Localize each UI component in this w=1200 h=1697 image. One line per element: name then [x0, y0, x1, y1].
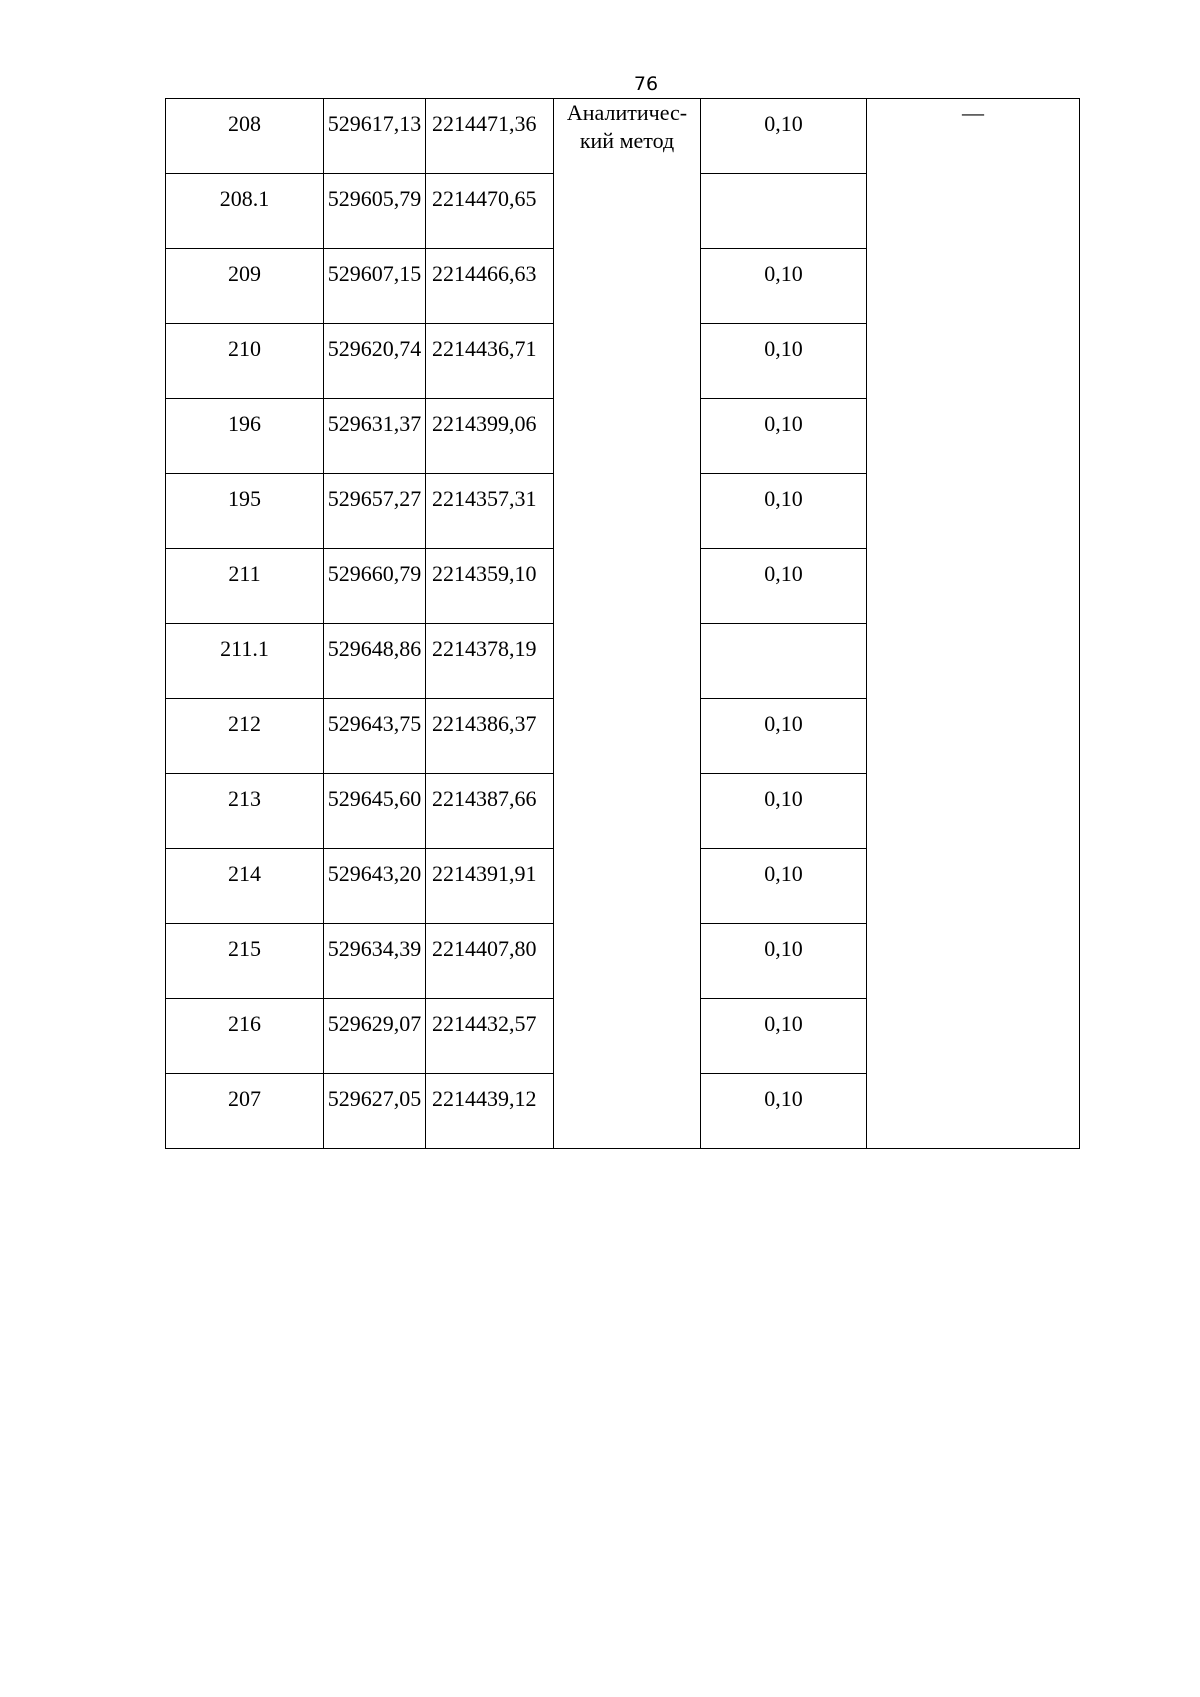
x-coordinate-cell: [324, 849, 426, 924]
point-number: 210: [228, 336, 261, 361]
point-number-cell: [166, 774, 324, 849]
x-coordinate: 529634,39: [327, 936, 422, 961]
y-coordinate: 2214386,37: [432, 711, 537, 736]
y-coordinate: 2214357,31: [432, 486, 537, 511]
point-number-cell: [166, 99, 324, 174]
point-number: 215: [228, 936, 261, 961]
accuracy-cell: [701, 99, 867, 174]
point-number-cell: [166, 849, 324, 924]
x-coordinate: 529631,37: [327, 411, 422, 436]
point-number-cell: [166, 549, 324, 624]
x-coordinate-cell: [324, 999, 426, 1074]
y-coordinate-cell: [426, 774, 554, 849]
accuracy-value: 0,10: [764, 261, 803, 286]
point-number-cell: [166, 324, 324, 399]
accuracy-cell: [701, 549, 867, 624]
x-coordinate: 529645,60: [327, 786, 422, 811]
x-coordinate: 529607,15: [327, 261, 422, 286]
accuracy-cell: [701, 999, 867, 1074]
y-coordinate: 2214471,36: [432, 111, 537, 136]
y-coordinate-cell: [426, 474, 554, 549]
point-number-cell: [166, 999, 324, 1074]
accuracy-value: 0,10: [764, 861, 803, 886]
accuracy-cell: [701, 624, 867, 699]
x-coordinate-cell: [324, 549, 426, 624]
point-number: 196: [228, 411, 261, 436]
x-coordinate: 529627,05: [327, 1086, 422, 1111]
y-coordinate-cell: [426, 174, 554, 249]
y-coordinate-cell: [426, 399, 554, 474]
x-coordinate: 529643,20: [327, 861, 422, 886]
x-coordinate: 529660,79: [327, 561, 422, 586]
y-coordinate-cell: [426, 99, 554, 174]
x-coordinate: 529620,74: [327, 336, 422, 361]
x-coordinate: 529605,79: [327, 186, 422, 211]
accuracy-value: 0,10: [764, 711, 803, 736]
accuracy-value: 0,10: [764, 411, 803, 436]
point-number: 212: [228, 711, 261, 736]
y-coordinate-cell: [426, 999, 554, 1074]
y-coordinate-cell: [426, 1074, 554, 1149]
y-coordinate: 2214378,19: [432, 636, 537, 661]
accuracy-value: 0,10: [764, 936, 803, 961]
x-coordinate-cell: [324, 324, 426, 399]
accuracy-cell: [701, 249, 867, 324]
x-coordinate: 529643,75: [327, 711, 422, 736]
accuracy-cell: [701, 474, 867, 549]
x-coordinate-cell: [324, 774, 426, 849]
point-number: 214: [228, 861, 261, 886]
point-number: 209: [228, 261, 261, 286]
y-coordinate: 2214407,80: [432, 936, 537, 961]
point-number-cell: [166, 474, 324, 549]
point-number: 208: [228, 111, 261, 136]
y-coordinate-cell: [426, 924, 554, 999]
y-coordinate: 2214436,71: [432, 336, 537, 361]
x-coordinate-cell: [324, 699, 426, 774]
table-row: [166, 99, 1080, 174]
accuracy-cell: [701, 399, 867, 474]
point-number: 216: [228, 1011, 261, 1036]
x-coordinate-cell: [324, 249, 426, 324]
accuracy-cell: [701, 849, 867, 924]
x-coordinate-cell: [324, 99, 426, 174]
accuracy-cell: [701, 774, 867, 849]
x-coordinate-cell: [324, 924, 426, 999]
point-number-cell: [166, 174, 324, 249]
note-dash: —: [962, 100, 984, 125]
accuracy-value: 0,10: [764, 111, 803, 136]
y-coordinate-cell: [426, 549, 554, 624]
point-number: 211: [228, 561, 261, 586]
accuracy-value: 0,10: [764, 561, 803, 586]
x-coordinate: 529629,07: [327, 1011, 422, 1036]
point-number-cell: [166, 1074, 324, 1149]
x-coordinate: 529657,27: [327, 486, 422, 511]
page-number: 76: [633, 73, 659, 95]
accuracy-value: 0,10: [764, 486, 803, 511]
accuracy-value: 0,10: [764, 336, 803, 361]
accuracy-cell: [701, 1074, 867, 1149]
x-coordinate-cell: [324, 174, 426, 249]
x-coordinate: 529648,86: [327, 636, 422, 661]
y-coordinate: 2214391,91: [432, 861, 537, 886]
y-coordinate: 2214387,66: [432, 786, 537, 811]
y-coordinate: 2214439,12: [432, 1086, 537, 1111]
point-number: 207: [228, 1086, 261, 1111]
method-text: Аналитичес-кий метод: [566, 100, 688, 153]
accuracy-value: 0,10: [764, 1011, 803, 1036]
y-coordinate: 2214432,57: [432, 1011, 537, 1036]
accuracy-value: [701, 624, 866, 635]
accuracy-cell: [701, 324, 867, 399]
accuracy-value: [701, 174, 866, 185]
point-number-cell: [166, 249, 324, 324]
point-number-cell: [166, 924, 324, 999]
point-number: 195: [228, 486, 261, 511]
note-cell: [867, 99, 1080, 1149]
y-coordinate-cell: [426, 324, 554, 399]
y-coordinate: 2214466,63: [432, 261, 537, 286]
y-coordinate-cell: [426, 624, 554, 699]
x-coordinate-cell: [324, 474, 426, 549]
coordinates-table: [165, 98, 1080, 1149]
y-coordinate: 2214359,10: [432, 561, 537, 586]
point-number: 208.1: [219, 186, 270, 211]
accuracy-value: 0,10: [764, 1086, 803, 1111]
point-number: 211.1: [220, 636, 269, 661]
method-cell: [554, 99, 701, 1149]
x-coordinate-cell: [324, 624, 426, 699]
y-coordinate-cell: [426, 699, 554, 774]
coordinates-table-body: [166, 99, 1080, 1149]
x-coordinate: 529617,13: [327, 111, 422, 136]
point-number: 213: [228, 786, 261, 811]
accuracy-cell: [701, 699, 867, 774]
x-coordinate-cell: [324, 1074, 426, 1149]
accuracy-cell: [701, 924, 867, 999]
x-coordinate-cell: [324, 399, 426, 474]
y-coordinate-cell: [426, 849, 554, 924]
y-coordinate-cell: [426, 249, 554, 324]
y-coordinate: 2214399,06: [432, 411, 537, 436]
point-number-cell: [166, 699, 324, 774]
accuracy-value: 0,10: [764, 786, 803, 811]
point-number-cell: [166, 399, 324, 474]
point-number-cell: [166, 624, 324, 699]
accuracy-cell: [701, 174, 867, 249]
y-coordinate: 2214470,65: [432, 186, 537, 211]
